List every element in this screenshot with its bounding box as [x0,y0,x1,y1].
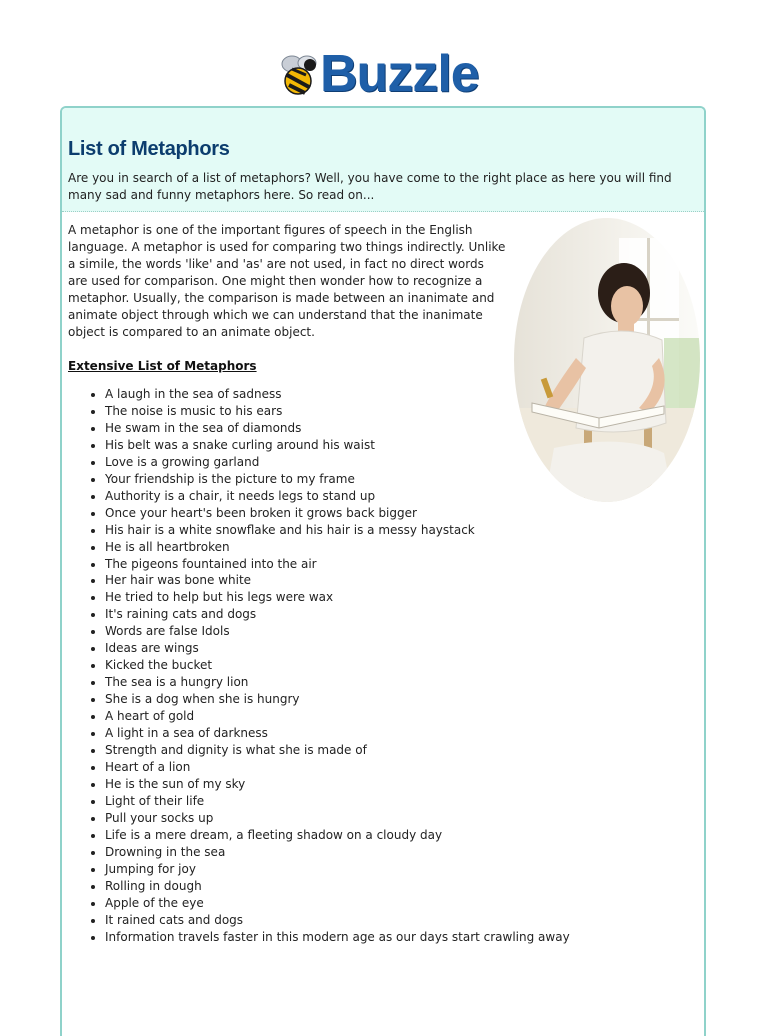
list-item: • Rolling in dough [105,878,698,895]
list-item: • Kicked the bucket [105,657,698,674]
list-item: • His hair is a white snowflake and his hair is a messy haystack [105,522,698,539]
list-item: • She is a dog when she is hungry [105,691,698,708]
list-item: • Jumping for joy [105,861,698,878]
list-item: • Words are false Idols [105,623,698,640]
list-heading: Extensive List of Metaphors [68,359,257,373]
list-item: • It's raining cats and dogs [105,606,698,623]
list-item: • Life is a mere dream, a fleeting shadow on a cloudy day [105,827,698,844]
list-item: • He is the sun of my sky [105,776,698,793]
list-item: • Strength and dignity is what she is made of [105,742,698,759]
list-item: • Her hair was bone white [105,572,698,589]
list-item: • Heart of a lion [105,759,698,776]
list-item: • The noise is music to his ears [105,403,698,420]
article-header [62,108,704,212]
list-item: • A heart of gold [105,708,698,725]
list-item: • Pull your socks up [105,810,698,827]
list-item: • The sea is a hungry lion [105,674,698,691]
list-item: • Once your heart's been broken it grows back bigger [105,505,698,522]
list-item: • He is all heartbroken [105,539,698,556]
woman-reading-photo [514,218,700,503]
page-title: List of Metaphors [68,138,230,160]
list-item: • Light of their life [105,793,698,810]
list-item: • His belt was a snake curling around his waist [105,437,698,454]
list-item: • Love is a growing garland [105,454,698,471]
list-item: • He swam in the sea of diamonds [105,420,698,437]
list-item: • Your friendship is the picture to my frame [105,471,698,488]
list-item: • Authority is a chair, it needs legs to stand up [105,488,698,505]
list-item: • Apple of the eye [105,895,698,912]
list-item: • A laugh in the sea of sadness [105,386,698,403]
article-body [62,212,704,945]
bee-icon [280,53,320,99]
list-item: • A light in a sea of darkness [105,725,698,742]
brand-wordmark: Buzzle [320,45,479,103]
list-item: • It rained cats and dogs [105,912,698,929]
article-card [60,106,706,1036]
list-item: • He tried to help but his legs were wax [105,589,698,606]
list-item: • Ideas are wings [105,640,698,657]
list-item: • Information travels faster in this modern age as our days start crawling away [105,929,698,946]
list-item: • Drowning in the sea [105,844,698,861]
list-item: • The pigeons fountained into the air [105,556,698,573]
article-intro: Are you in search of a list of metaphors? Well, you have come to the right place as here you will find many sad and funny metaphors here. So read on... [68,171,672,202]
article-paragraph: A metaphor is one of the important figures of speech in the English language. A metaphor is used for comparing two things indirectly. Unlike a simile, the words 'like' and 'as' are not used, in fact no direct words are used for comparison. One might then wonder how to recognize a metaphor. Usually, the comparison is made between an inanimate and animate object through which we can understand that the inanimate object is compared to an animate object. [68,223,506,339]
buzzle-logo[interactable] [280,45,500,103]
